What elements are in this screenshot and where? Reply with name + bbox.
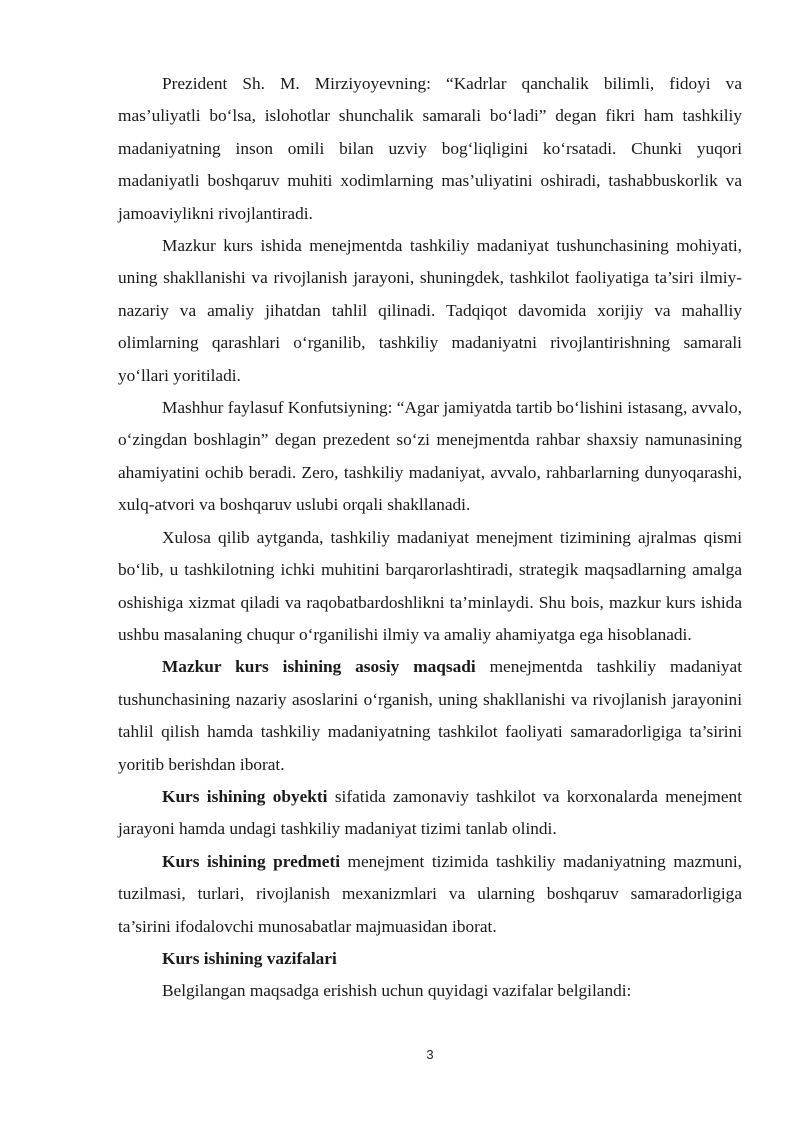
- paragraph-text: menejment tizimida tashkiliy madaniyatning mazmuni, tuzilmasi, turlari, rivojlanish mexanizmlari va ularning boshqaruv samaradorligiga ta’sirini ifodalovchi munosabatlar majmuasidan iborat.: [118, 851, 742, 936]
- paragraph-goal: [118, 651, 742, 781]
- paragraph-text: Xulosa qilib aytganda, tashkiliy madaniyat menejment tizimining ajralmas qismi bo‘lib, u tashkilotning ichki muhitini barqarorlashtiradi, strategik maqsadlarning amalga oshishiga xizmat qiladi va raqobatbardoshlikni ta’minlaydi. Shu bois, mazkur kurs ishida ushbu masalaning chuqur o‘rganilishi ilmiy va amaliy ahamiyatga ega hisoblanadi.: [118, 527, 742, 644]
- paragraph-course-overview: [118, 230, 742, 392]
- paragraph-tasks-heading: [118, 943, 742, 975]
- paragraph-lead: Kurs ishining predmeti: [162, 851, 341, 871]
- paragraph-lead: Mazkur kurs ishining asosiy maqsadi: [162, 657, 476, 677]
- paragraph-subject: [118, 846, 742, 943]
- paragraph-text: menejmentda tashkiliy madaniyat tushunchasining nazariy asoslarini o‘rganish, uning shakllanishi va rivojlanish jarayonini tahlil qilish hamda tashkiliy madaniyatning tashkilot faoliyati samaradorligiga ta’sirini yoritib berishdan iborat.: [118, 657, 742, 774]
- paragraph-text: Belgilangan maqsadga erishish uchun quyidagi vazifalar belgilandi:: [162, 981, 632, 1001]
- paragraph-text: Prezident Sh. M. Mirziyoyevning: “Kadrlar qanchalik bilimli, fidoyi va mas’uliyatli bo‘lsa, islohotlar shunchalik samarali bo‘ladi” degan fikri ham tashkiliy madaniyatning inson omili bilan uzviy bog‘liqligini ko‘rsatadi. Chunki yuqori madaniyatli boshqaruv muhiti xodimlarning mas’uliyatini oshiradi, tashabbuskorlik va jamoaviylikni rivojlantiradi.: [118, 74, 742, 223]
- paragraph-object: [118, 781, 742, 846]
- paragraph-conclusion: [118, 522, 742, 652]
- paragraph-confucius-quote: [118, 392, 742, 522]
- paragraph-president-quote: [118, 68, 742, 230]
- paragraph-tasks-intro: [118, 975, 742, 1007]
- paragraph-text: Mashhur faylasuf Konfutsiyning: “Agar jamiyatda tartib bo‘lishini istasang, avvalo, o‘zingdan boshlagin” degan prezedent so‘zi menejmentda rahbar shaxsiy namunasining ahamiyatini ochib beradi. Zero, tashkiliy madaniyat, avvalo, rahbarlarning dunyoqarashi, xulq-atvori va boshqaruv uslubi orqali shakllanadi.: [118, 398, 742, 515]
- paragraph-text: sifatida zamonaviy tashkilot va korxonalarda menejment jarayoni hamda undagi tashkiliy madaniyat tizimi tanlab olindi.: [118, 786, 742, 839]
- paragraph-text: Mazkur kurs ishida menejmentda tashkiliy madaniyat tushunchasining mohiyati, uning shakllanishi va rivojlanish jarayoni, shuningdek, tashkilot faoliyatiga ta’siri ilmiy-nazariy va amaliy jihatdan tahlil qilinadi. Tadqiqot davomida xorijiy va mahalliy olimlarning qarashlari o‘rganilib, tashkiliy madaniyatni rivojlantirishning samarali yo‘llari yoritiladi.: [118, 236, 742, 385]
- page-number: 3: [426, 1047, 434, 1062]
- document-page: [118, 68, 742, 1008]
- paragraph-lead: Kurs ishining obyekti: [162, 786, 328, 806]
- paragraph-lead: Kurs ishining vazifalari: [162, 948, 337, 968]
